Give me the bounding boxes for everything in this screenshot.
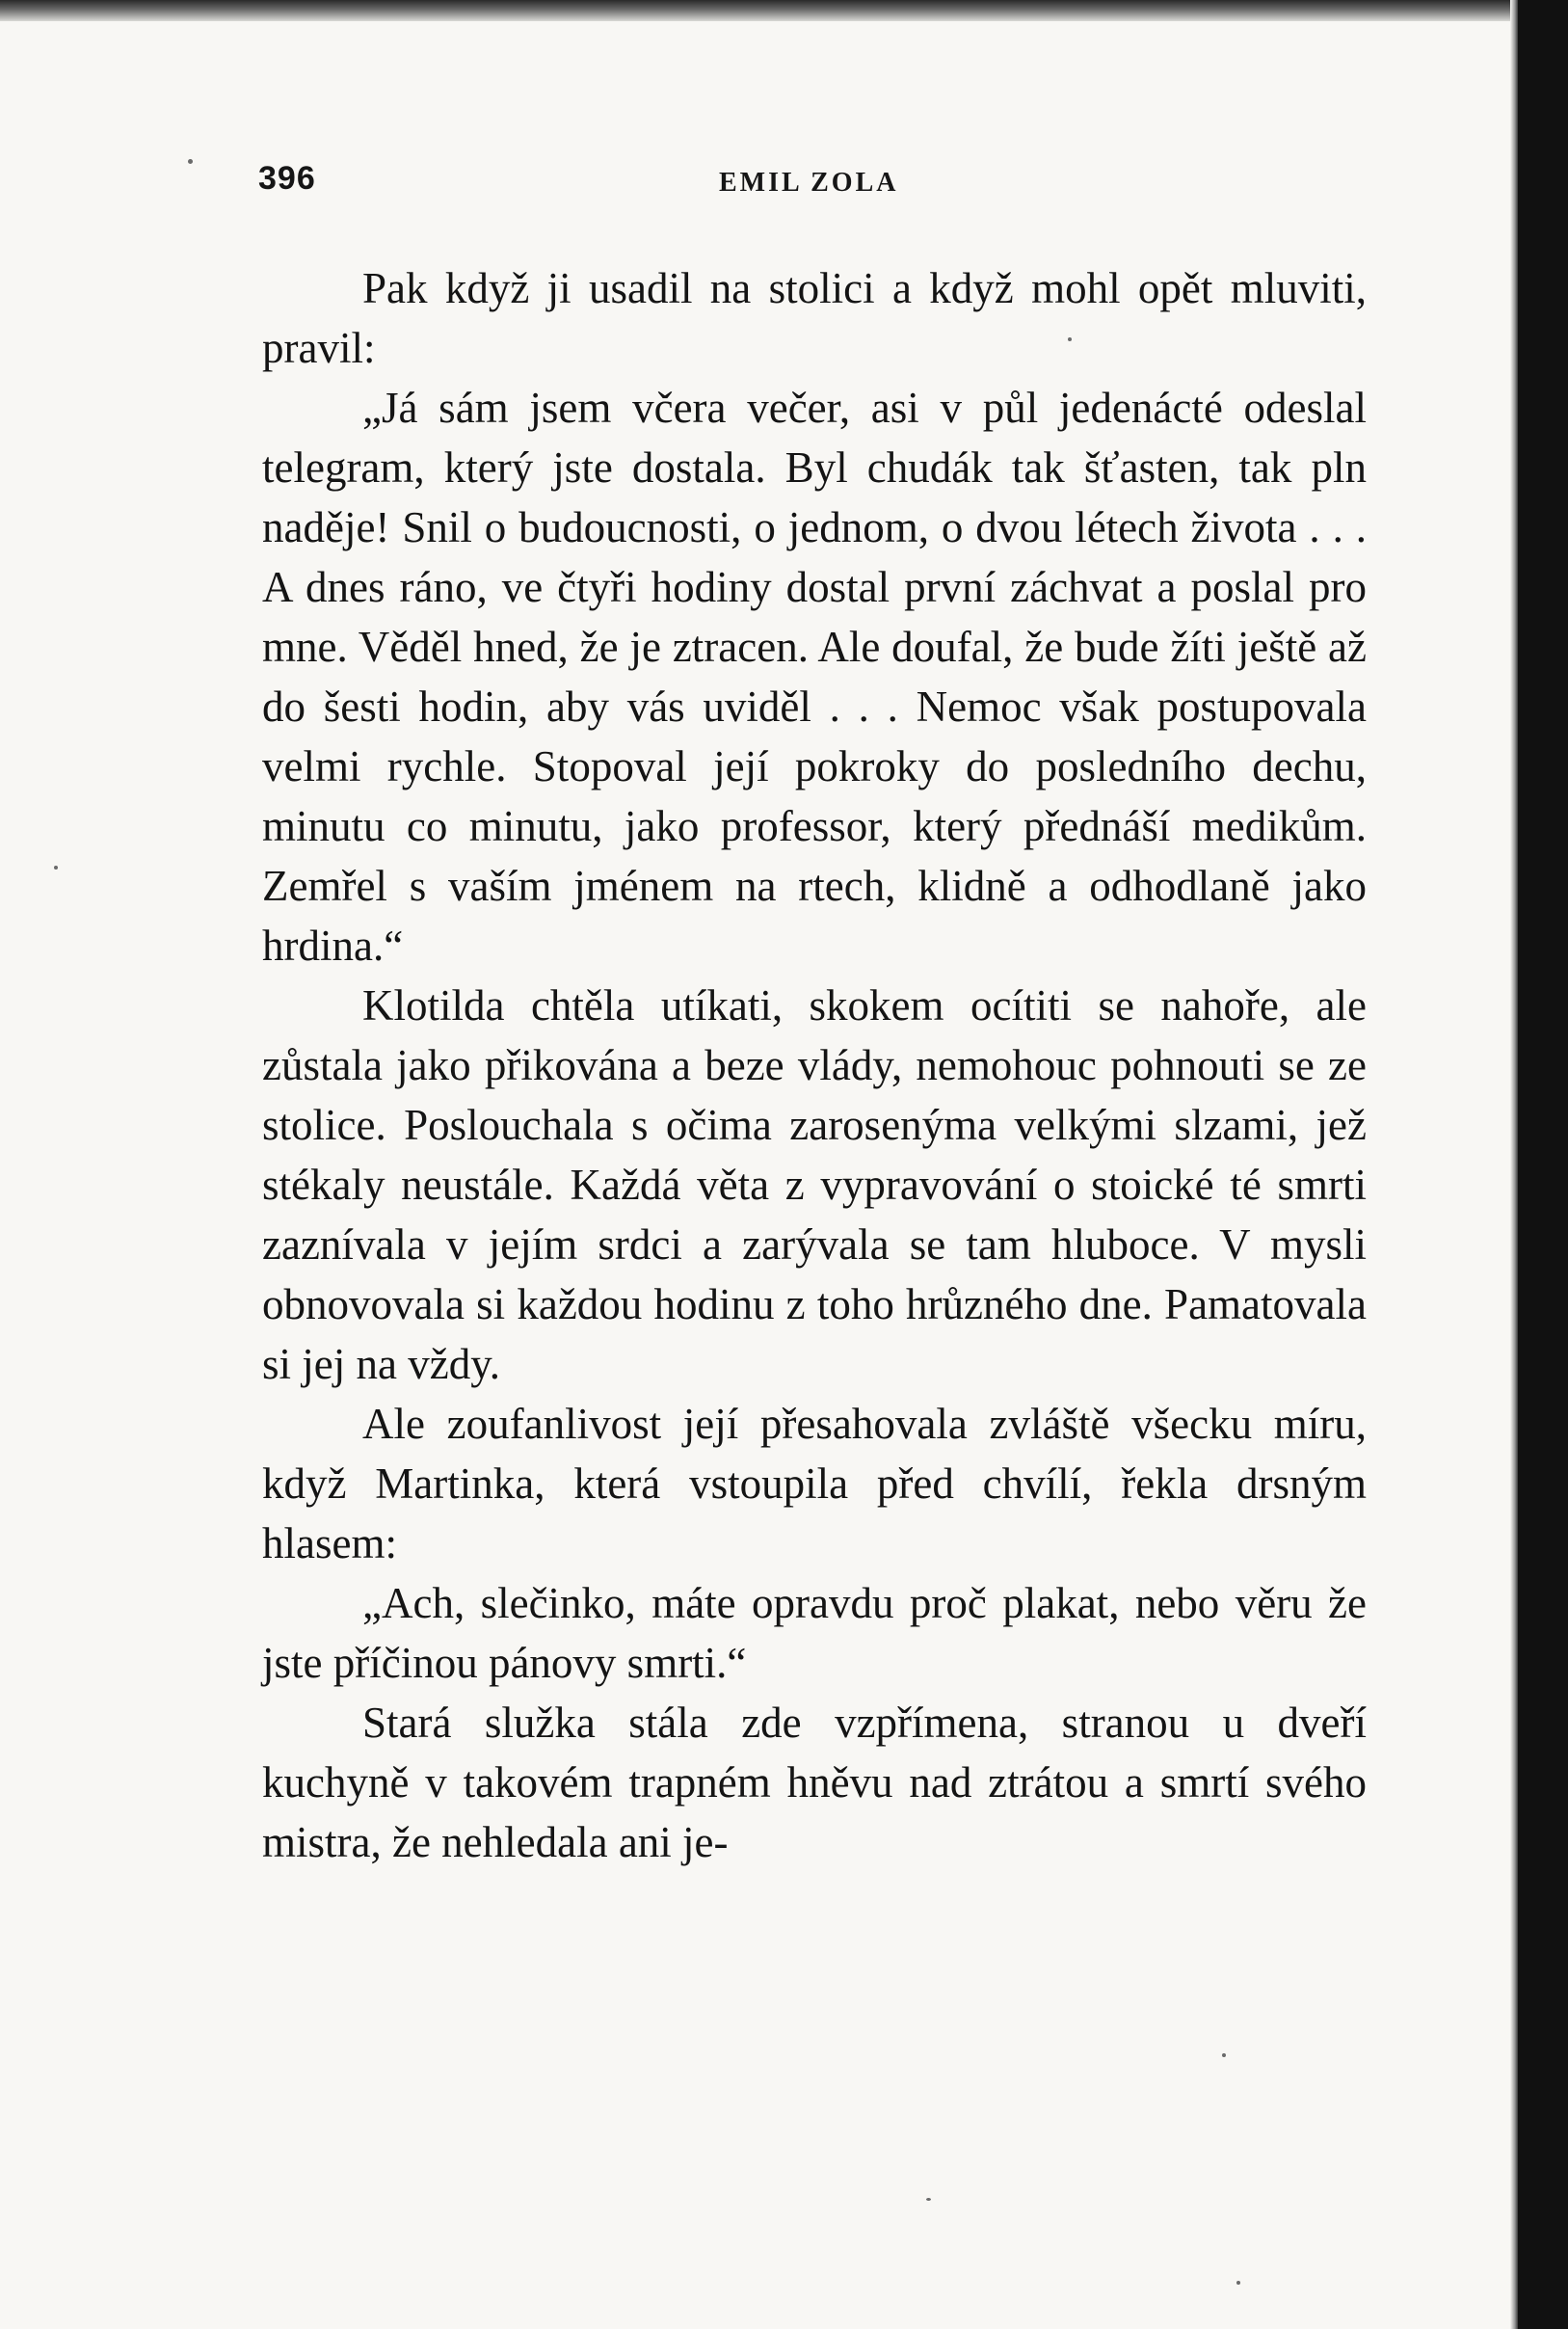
body-text (262, 258, 1367, 1872)
page-right-shadow (1510, 0, 1518, 2329)
paragraph: Ale zoufanlivost její přesahovala zvláště všecku míru, když Martinka, která vstoupila před chvílí, řekla drsným hlasem: (262, 1400, 1367, 1567)
page-header (258, 160, 952, 208)
paragraph: Pak když ji usadil na stolici a když mohl opět mluviti, pravil: (262, 264, 1367, 372)
scan-speck (1068, 337, 1072, 341)
scan-speck (1222, 2053, 1226, 2057)
page-right-border (1518, 0, 1568, 2329)
page-number: 396 (258, 160, 316, 197)
page-top-shadow (0, 0, 1568, 21)
paragraph: „Já sám jsem včera večer, asi v půl jedenácté odeslal telegram, který jste dostala. Byl chudák tak šťasten, tak pln naděje! Snil o budoucnosti, o jednom, o dvou létech života . . . A dnes ráno, ve čtyři hodiny dostal první záchvat a poslal pro mne. Věděl hned, že je ztracen. Ale doufal, že bude žíti ještě až do šesti hodin, aby vás uviděl . . . Nemoc však postupovala velmi rychle. Stopoval její pokroky do posledního dechu, minutu co minutu, jako professor, který přednáší medikům. Zemřel s vaším jménem na rtech, klidně a odhodlaně jako hrdina.“ (262, 384, 1367, 970)
running-head: EMIL ZOLA (719, 168, 899, 198)
scan-speck (1236, 2281, 1240, 2285)
scan-speck (926, 2198, 931, 2201)
paragraph: Stará služka stála zde vzpřímena, stranou u dveří kuchyně v takovém trapném hněvu nad ztrátou a smrtí svého mistra, že nehledala ani je- (262, 1699, 1367, 1866)
paragraph: Klotilda chtěla utíkati, skokem ocítiti se nahoře, ale zůstala jako přikována a beze vlády, nemohouc pohnouti se ze stolice. Poslouchala s očima zarosenýma velkými slzami, jež stékaly neustále. Každá věta z vypravování o stoické té smrti zaznívala v jejím srdci a zarývala se tam hluboce. V mysli obnovovala si každou hodinu z toho hrůzného dne. Pamatovala si jej na vždy. (262, 981, 1367, 1388)
scan-speck (54, 866, 58, 870)
paragraph: „Ach, slečinko, máte opravdu proč plakat, nebo věru že jste příčinou pánovy smrti.“ (262, 1579, 1367, 1687)
scan-speck (188, 159, 193, 164)
